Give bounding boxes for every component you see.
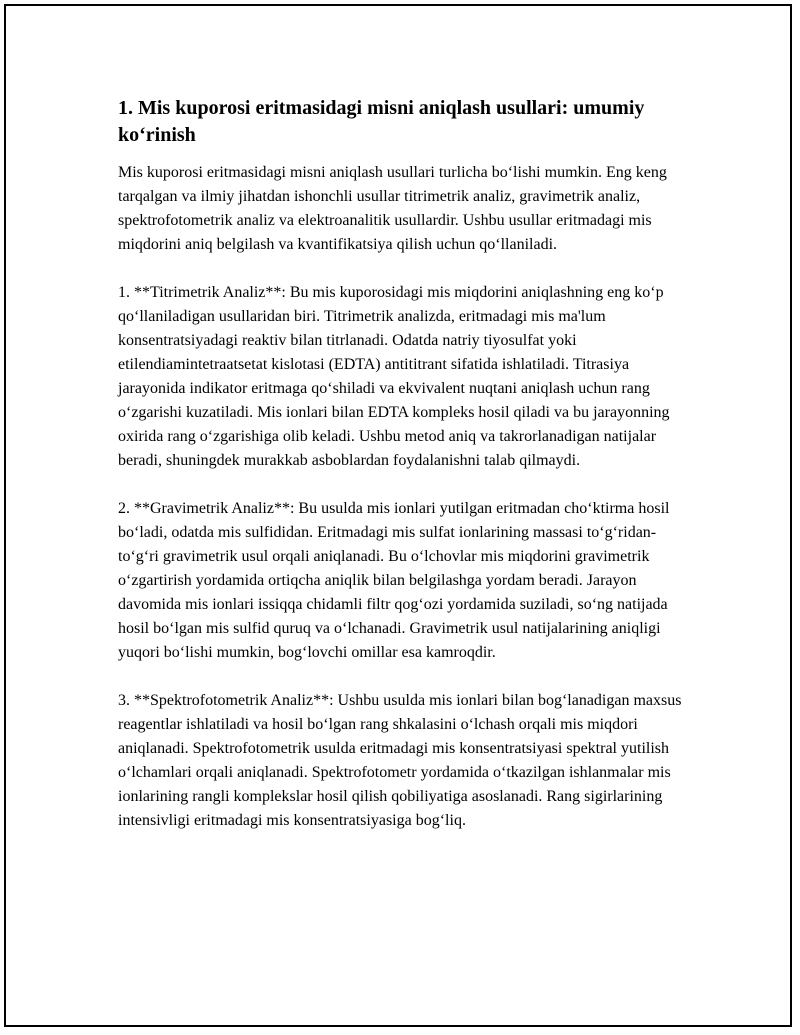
section-heading: 1. Mis kuporosi eritmasidagi misni aniqlash usullari: umumiy ko‘rinish (118, 97, 645, 146)
intro-paragraph: Mis kuporosi eritmasidagi misni aniqlash usullari turlicha bo‘lishi mumkin. Eng keng tarqalgan va ilmiy jihatdan ishonchli usullar titrimetrik analiz, gravimetrik analiz, spektrofotometrik analiz va elektroanalitik usullardir. Ushbu usullar eritmadagi mis miqdorini aniq belgilash va kvantifikatsiya qilish uchun qo‘llaniladi. (118, 164, 667, 253)
gravimetric-paragraph: 2. **Gravimetrik Analiz**: Bu usulda mis ionlari yutilgan eritmadan cho‘ktirma hosil bo‘ladi, odatda mis sulfididan. Eritmadagi mis sulfat ionlarining massasi to‘g‘ridan-to‘g‘ri gravimetrik usul orqali aniqlanadi. Bu o‘lchovlar mis miqdorini gravimetrik o‘zgartirish yordamida ortiqcha aniqlik bilan belgilashga yordam beradi. Jarayon davomida mis ionlari issiqqa chidamli filtr qog‘ozi yordamida suziladi, so‘ng natijada hosil bo‘lgan mis sulfid quruq va o‘lchanadi. Gravimetrik usul natijalarining aniqligi yuqori bo‘lishi mumkin, bog‘lovchi omillar esa kamroqdir. (118, 500, 670, 661)
document-body (118, 95, 690, 857)
spectrophotometric-paragraph: 3. **Spektrofotometrik Analiz**: Ushbu usulda mis ionlari bilan bog‘lanadigan maxsus reagentlar ishlatiladi va hosil bo‘lgan rang shkalasini o‘lchash orqali mis miqdori aniqlanadi. Spektrofotometrik usulda eritmadagi mis konsentratsiyasi spektral yutilish o‘lchamlari orqali aniqlanadi. Spektrofotometr yordamida o‘tkazilgan ishlanmalar mis ionlarining rangli komplekslar hosil qilish qobiliyatiga asoslanadi. Rang sigirlarining intensivligi eritmadagi mis konsentratsiyasiga bog‘liq. (118, 692, 682, 829)
titrimetric-paragraph: 1. **Titrimetrik Analiz**: Bu mis kuporosidagi mis miqdorini aniqlashning eng ko‘p qo‘llaniladigan usullaridan biri. Titrimetrik analizda, eritmadagi mis ma'lum konsentratsiyadagi reaktiv bilan titrlanadi. Odatda natriy tiyosulfat yoki etilendiamintetraatsetat kislotasi (EDTA) antititrant sifatida ishlatiladi. Titrasiya jarayonida indikator eritmaga qo‘shiladi va ekvivalent nuqtani aniqlash uchun rang o‘zgarishi kuzatiladi. Mis ionlari bilan EDTA kompleks hosil qiladi va bu jarayonning oxirida rang o‘zgarishiga olib keladi. Ushbu metod aniq va takrorlanadigan natijalar beradi, shuningdek murakkab asboblardan foydalanishni talab qilmaydi. (118, 284, 670, 469)
